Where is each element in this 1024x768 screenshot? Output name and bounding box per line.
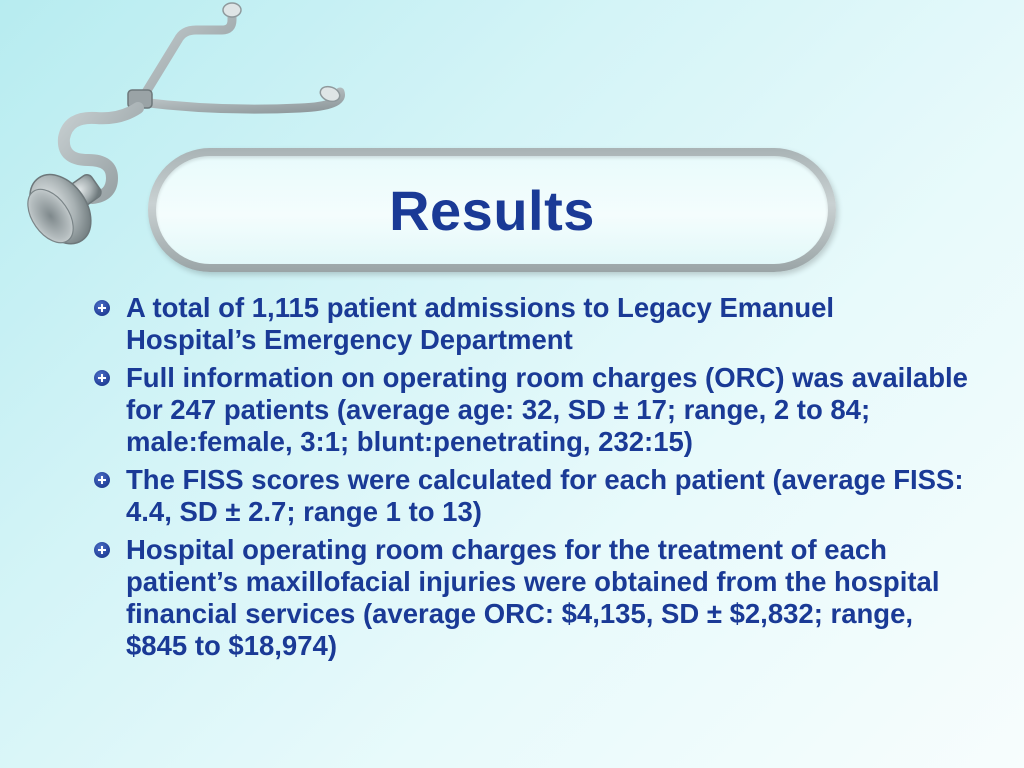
bullet-item (88, 464, 968, 528)
bullet-text: The FISS scores were calculated for each patient (average FISS: 4.4, SD ± 2.7; range 1 to 13) (126, 464, 964, 527)
bullet-item (88, 534, 968, 662)
plus-circle-icon (94, 542, 110, 558)
bullet-text: Full information on operating room charges (ORC) was available for 247 patients (average age: 32, SD ± 17; range, 2 to 84; male:female, 3:1; blunt:penetrating, 232:15) (126, 362, 968, 457)
bullet-text: Hospital operating room charges for the treatment of each patient’s maxillofacial injuries were obtained from the hospital financial services (average ORC: $4,135, SD ± $2,832; range, $845 to $18,974) (126, 534, 940, 661)
bullet-item (88, 292, 968, 356)
plus-circle-icon (94, 300, 110, 316)
slide-title: Results (389, 178, 595, 242)
plus-circle-icon (94, 370, 110, 386)
plus-circle-icon (94, 472, 110, 488)
bullet-item (88, 362, 968, 458)
bullet-list (88, 292, 968, 668)
bullet-text: A total of 1,115 patient admissions to Legacy Emanuel Hospital’s Emergency Department (126, 292, 835, 355)
